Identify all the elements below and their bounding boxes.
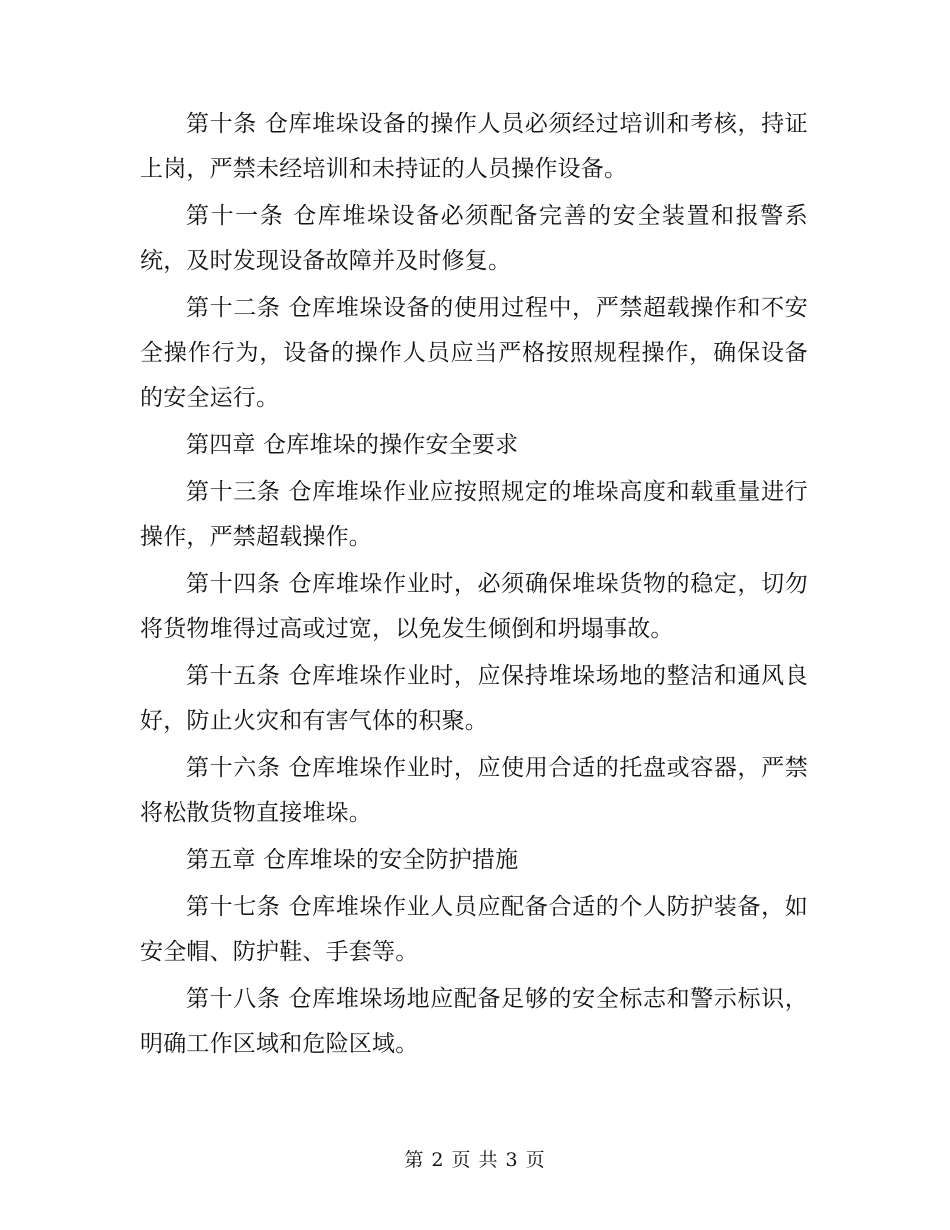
article-16: 第十六条 仓库堆垛作业时，应使用合适的托盘或容器，严禁将松散货物直接堆垛。	[140, 755, 808, 826]
chapter-4-heading: 第四章 仓库堆垛的操作安全要求	[186, 432, 519, 458]
article-17: 第十七条 仓库堆垛作业人员应配备合适的个人防护装备，如安全帽、防护鞋、手套等。	[140, 894, 808, 965]
article-18: 第十八条 仓库堆垛场地应配备足够的安全标志和警示标识，明确工作区域和危险区域。	[140, 986, 808, 1057]
document-body	[140, 102, 808, 1069]
chapter-5-heading: 第五章 仓库堆垛的安全防护措施	[186, 847, 519, 873]
article-12: 第十二条 仓库堆垛设备的使用过程中，严禁超载操作和不安全操作行为，设备的操作人员应当严格按照规程操作，确保设备的安全运行。	[140, 295, 808, 411]
article-14: 第十四条 仓库堆垛作业时，必须确保堆垛货物的稳定，切勿将货物堆得过高或过宽，以免发生倾倒和坍塌事故。	[140, 571, 808, 642]
article-11: 第十一条 仓库堆垛设备必须配备完善的安全装置和报警系统，及时发现设备故障并及时修复。	[140, 203, 808, 274]
article-13: 第十三条 仓库堆垛作业应按照规定的堆垛高度和载重量进行操作，严禁超载操作。	[140, 479, 808, 550]
page-number-footer: 第 2 页 共 3 页	[404, 1149, 546, 1171]
article-10: 第十条 仓库堆垛设备的操作人员必须经过培训和考核，持证上岗，严禁未经培训和未持证的人员操作设备。	[140, 111, 808, 182]
article-15: 第十五条 仓库堆垛作业时，应保持堆垛场地的整洁和通风良好，防止火灾和有害气体的积聚。	[140, 663, 808, 734]
